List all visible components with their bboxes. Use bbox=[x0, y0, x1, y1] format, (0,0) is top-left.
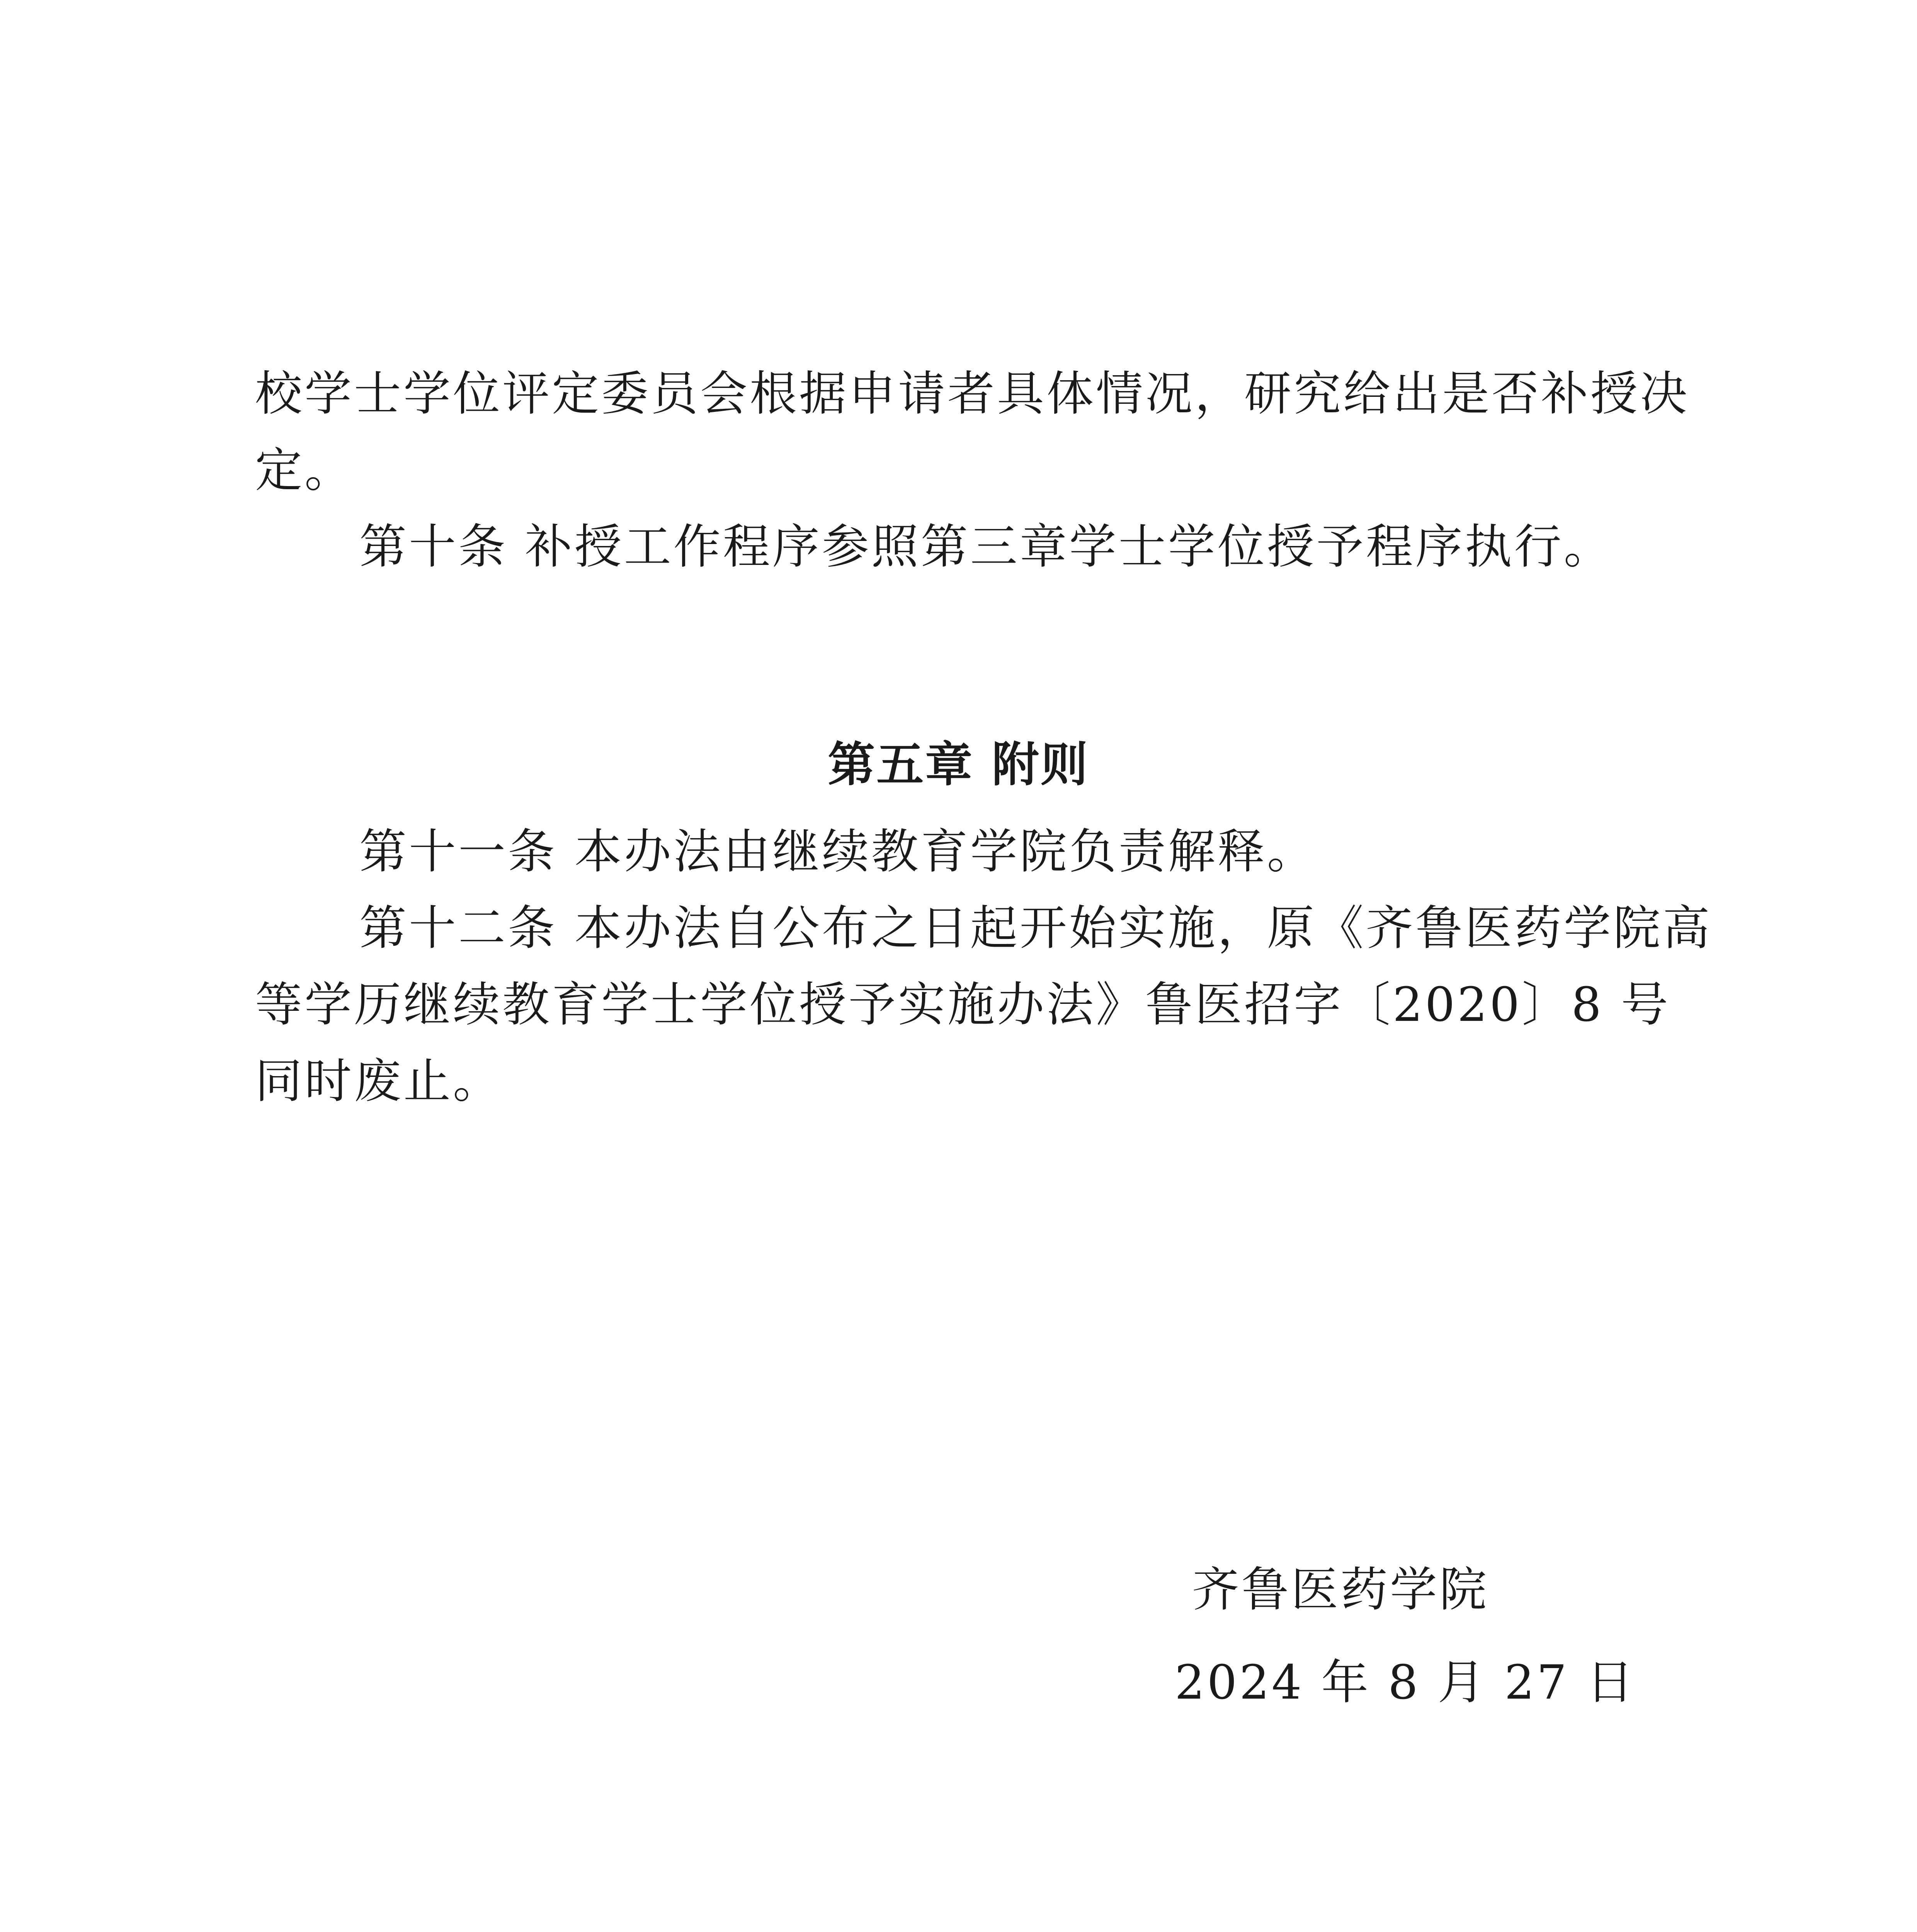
article-12: 第十二条 本办法自公布之日起开始实施，原《齐鲁医药学院高等学历继续教育学士学位授予实施办法》鲁医招字〔2020〕8 号同时废止。 bbox=[255, 901, 1712, 1109]
signature-date: 2024 年 8 月 27 日 bbox=[1175, 1655, 1636, 1710]
chapter-heading: 第五章 附则 bbox=[828, 737, 1089, 792]
article-11: 第十一条 本办法由继续教育学院负责解释。 bbox=[359, 824, 1317, 879]
article-10: 第十条 补授工作程序参照第三章学士学位授予程序执行。 bbox=[359, 519, 1613, 574]
body-section-top bbox=[255, 355, 1716, 585]
continuation-paragraph: 校学士学位评定委员会根据申请者具体情况，研究给出是否补授决定。 bbox=[255, 366, 1689, 498]
body-section-bottom bbox=[255, 813, 1716, 1119]
signature-organization: 齐鲁医药学院 bbox=[1192, 1562, 1489, 1617]
